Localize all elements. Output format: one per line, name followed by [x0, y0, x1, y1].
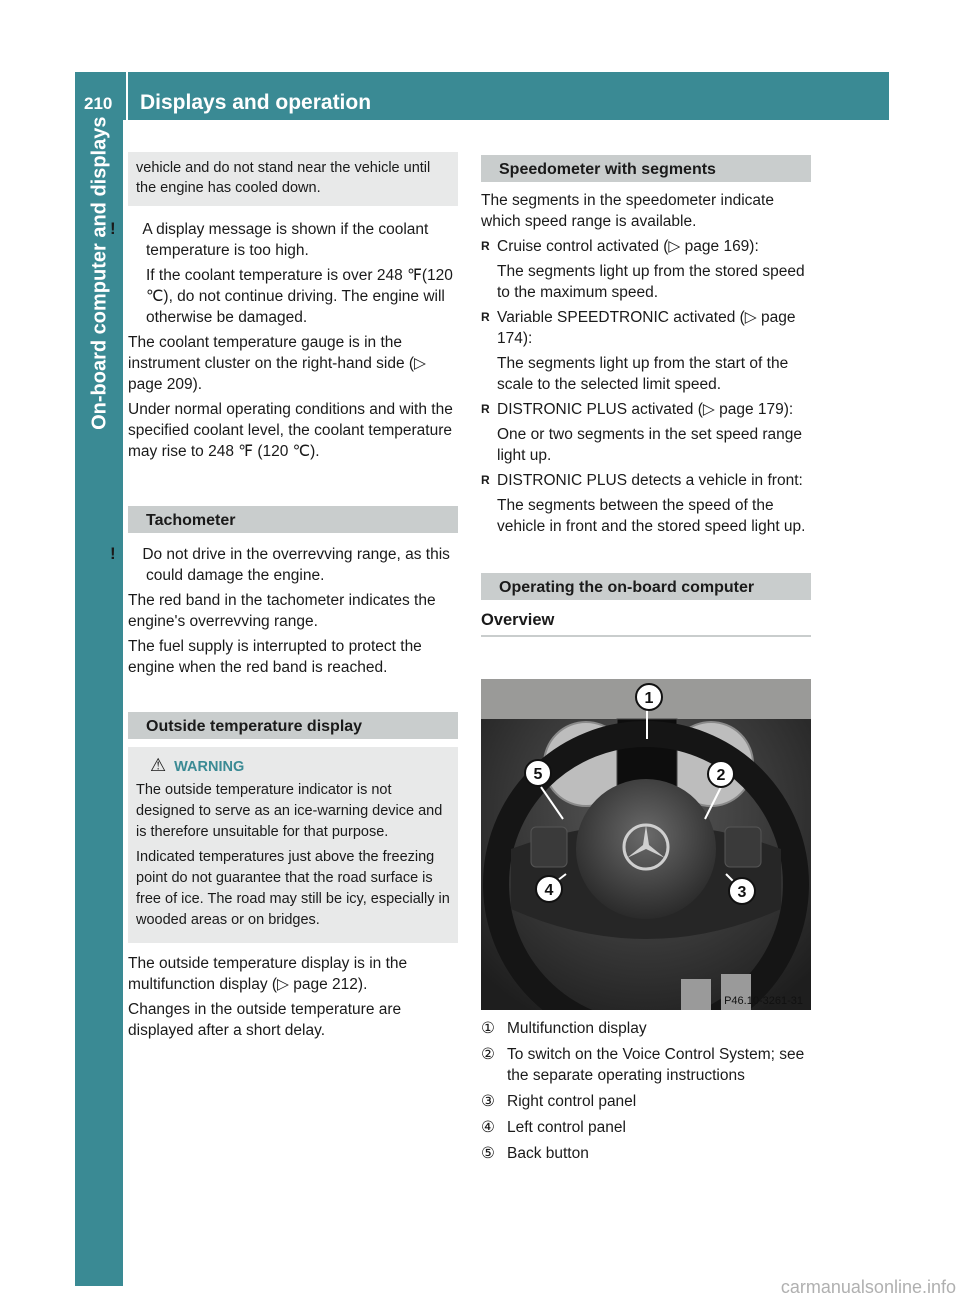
warning-triangle-icon: ⚠ [150, 755, 167, 775]
bullet-body: One or two segments in the set speed range light up. [497, 426, 803, 464]
page-number: 210 [84, 94, 113, 113]
speedo-bullets [481, 236, 811, 537]
tachometer-heading: Tachometer [128, 506, 458, 533]
legend-item [481, 1143, 811, 1164]
legend-number: ⑤ [481, 1145, 495, 1162]
callout-1-label: 1 [644, 690, 654, 707]
legend-number: ① [481, 1020, 495, 1037]
bullet-title: R DISTRONIC PLUS activated (▷ page 179): [497, 401, 794, 418]
tach-notice [110, 543, 458, 586]
coolant-paragraph-2: Under normal operating conditions and with the specified coolant level, the coolant temperature may rise to 248 ℉ (120 ℃). [128, 401, 453, 460]
steering-wheel-illustration [481, 679, 811, 1010]
list-item [481, 399, 811, 466]
side-tab-marker [75, 1238, 123, 1286]
speedometer-heading: Speedometer with segments [481, 155, 811, 182]
coolant-notice-2: If the coolant temperature is over 248 ℉(120 ℃), do not continue driving. The engine will otherwise be damaged. [146, 267, 453, 326]
steering-wheel-photo [481, 679, 811, 1010]
legend-item [481, 1091, 811, 1112]
legend-item [481, 1044, 811, 1086]
notice-icon: ! [110, 219, 116, 238]
legend-number: ③ [481, 1093, 495, 1110]
callout-4-label: 4 [544, 882, 554, 899]
bullet-title: R Variable SPEEDTRONIC activated (▷ page 174): [497, 309, 796, 347]
intro-box [128, 152, 458, 206]
coolant-paragraph-1: The coolant temperature gauge is in the instrument cluster on the right-hand side (▷ page 209). [128, 334, 426, 393]
callout-2-label: 2 [716, 767, 726, 784]
right-control-panel [725, 827, 761, 867]
warning-paragraph-2: Indicated temperatures just above the freezing point do not guarantee that the road surface is free of ice. The road may still be icy, especially in wooded areas or on bridges. [136, 849, 450, 928]
tach-paragraph-1: The red band in the tachometer indicates the engine's overrevving range. [128, 592, 436, 630]
right-column [481, 155, 811, 637]
legend [481, 1018, 811, 1169]
coolant-notice [110, 218, 458, 328]
legend-item [481, 1018, 811, 1039]
outside-paragraph-1: The outside temperature display is in the multifunction display (▷ page 212). [128, 955, 408, 993]
side-tab-label-wrap [75, 116, 123, 590]
legend-number: ② [481, 1046, 495, 1063]
list-item [481, 470, 811, 537]
image-code: P46.10-3261-31 [724, 995, 803, 1007]
header-divider [126, 72, 128, 120]
list-item [481, 307, 811, 395]
callout-3-label: 3 [737, 884, 747, 901]
legend-number: ④ [481, 1119, 495, 1136]
legend-text: Left control panel [507, 1119, 626, 1136]
overview-label: Overview [481, 610, 811, 637]
tach-notice-text: Do not drive in the overrevving range, as this could damage the engine. [142, 546, 450, 584]
tach-paragraph-2: The fuel supply is interrupted to protect the engine when the red band is reached. [128, 638, 422, 676]
speedo-intro: The segments in the speedometer indicate which speed range is available. [481, 192, 774, 230]
legend-text: Right control panel [507, 1093, 637, 1110]
outside-temp-heading: Outside temperature display [128, 712, 458, 739]
bullet-title: R Cruise control activated (▷ page 169): [497, 238, 759, 255]
legend-text: To switch on the Voice Control System; see the separate operating instructions [507, 1046, 805, 1084]
bullet-body: The segments between the speed of the vehicle in front and the stored speed light up. [497, 497, 806, 535]
bullet-body: The segments light up from the start of the scale to the selected limit speed. [497, 355, 789, 393]
bullet-body: The segments light up from the stored speed to the maximum speed. [497, 263, 805, 301]
watermark: carmanualsonline.info [780, 1277, 956, 1297]
warning-box [128, 747, 458, 943]
intro-box-text: vehicle and do not stand near the vehicle until the engine has cooled down. [136, 160, 431, 196]
legend-text: Multifunction display [507, 1020, 647, 1037]
side-tab-label: On-board computer and displays [88, 116, 111, 430]
callout-5-label: 5 [533, 766, 543, 783]
legend-text: Back button [507, 1145, 589, 1162]
outside-paragraph-2: Changes in the outside temperature are displayed after a short delay. [128, 1001, 402, 1039]
left-column [110, 152, 458, 1045]
coolant-notice-1: A display message is shown if the coolant temperature is too high. [142, 221, 429, 259]
warning-title: WARNING [174, 759, 245, 775]
legend-item [481, 1117, 811, 1138]
obc-heading: Operating the on-board computer [481, 573, 811, 600]
bullet-title: R DISTRONIC PLUS detects a vehicle in front: [497, 472, 803, 489]
left-control-panel [531, 827, 567, 867]
notice-icon: ! [110, 544, 116, 563]
page-title: Displays and operation [140, 91, 372, 114]
list-item [481, 236, 811, 303]
warning-paragraph-1: The outside temperature indicator is not designed to serve as an ice-warning device and is therefore unsuitable for that purpose. [136, 782, 443, 840]
